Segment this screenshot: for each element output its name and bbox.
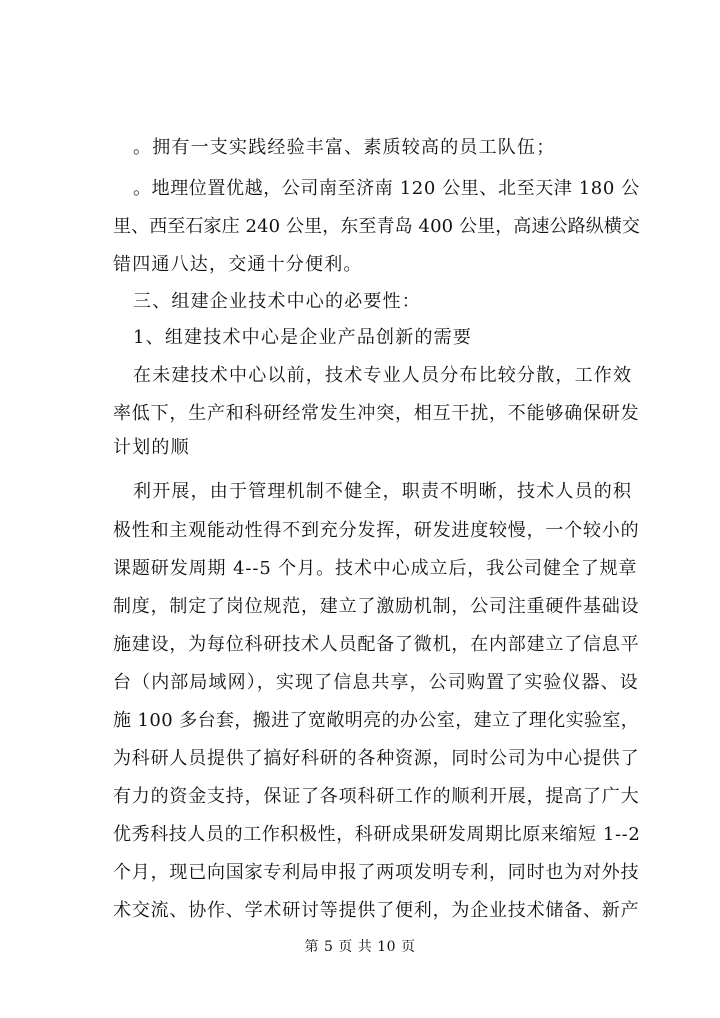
text-line: 错四通八达，交通十分便利。 bbox=[113, 254, 363, 275]
text-line: 制度，制定了岗位规范，建立了激励机制，公司注重硬件基础设 bbox=[113, 596, 640, 617]
text-line: 有力的资金支持，保证了各项科研工作的顺利开展，提高了广大 bbox=[113, 786, 640, 807]
text-line: 术交流、协作、学术研讨等提供了便利，为企业技术储备、新产 bbox=[113, 900, 640, 921]
text-line: 施建设，为每位科研技术人员配备了微机，在内部建立了信息平 bbox=[113, 634, 640, 655]
text-line: 里、西至石家庄 240 公里，东至青岛 400 公里，高速公路纵横交 bbox=[113, 216, 640, 237]
text-line: 在未建技术中心以前，技术专业人员分布比较分散，工作效 bbox=[133, 365, 633, 386]
subsection-heading: 1、组建技术中心是企业产品创新的需要 bbox=[133, 327, 473, 348]
text-line: 率低下，生产和科研经常发生冲突，相互干扰，不能够确保研发 bbox=[113, 403, 640, 424]
text-line: 。拥有一支实践经验丰富、素质较高的员工队伍； bbox=[133, 137, 556, 158]
text-line: 课题研发周期 4--5 个月。技术中心成立后，我公司健全了规章 bbox=[113, 558, 638, 579]
text-line: 施 100 多台套，搬进了宽敞明亮的办公室，建立了理化实验室， bbox=[113, 710, 640, 731]
text-line: 优秀科技人员的工作积极性，科研成果研发周期比原来缩短 1--2 bbox=[113, 824, 641, 845]
text-line: 。地理位置优越，公司南至济南 120 公里、北至天津 180 公 bbox=[133, 178, 640, 199]
section-heading: 三、组建企业技术中心的必要性： bbox=[133, 291, 421, 312]
text-line: 利开展，由于管理机制不健全，职责不明晰，技术人员的积 bbox=[133, 481, 633, 502]
text-line: 为科研人员提供了搞好科研的各种资源，同时公司为中心提供了 bbox=[113, 748, 640, 769]
text-line: 台（内部局域网），实现了信息共享，公司购置了实验仪器、设 bbox=[113, 672, 639, 693]
page-number-footer: 第 5 页 共 10 页 bbox=[304, 939, 416, 955]
text-line: 极性和主观能动性得不到充分发挥，研发进度较慢，一个较小的 bbox=[113, 520, 640, 541]
text-line: 计划的顺 bbox=[113, 437, 190, 458]
text-line: 个月，现已向国家专利局申报了两项发明专利，同时也为对外技 bbox=[113, 862, 640, 883]
